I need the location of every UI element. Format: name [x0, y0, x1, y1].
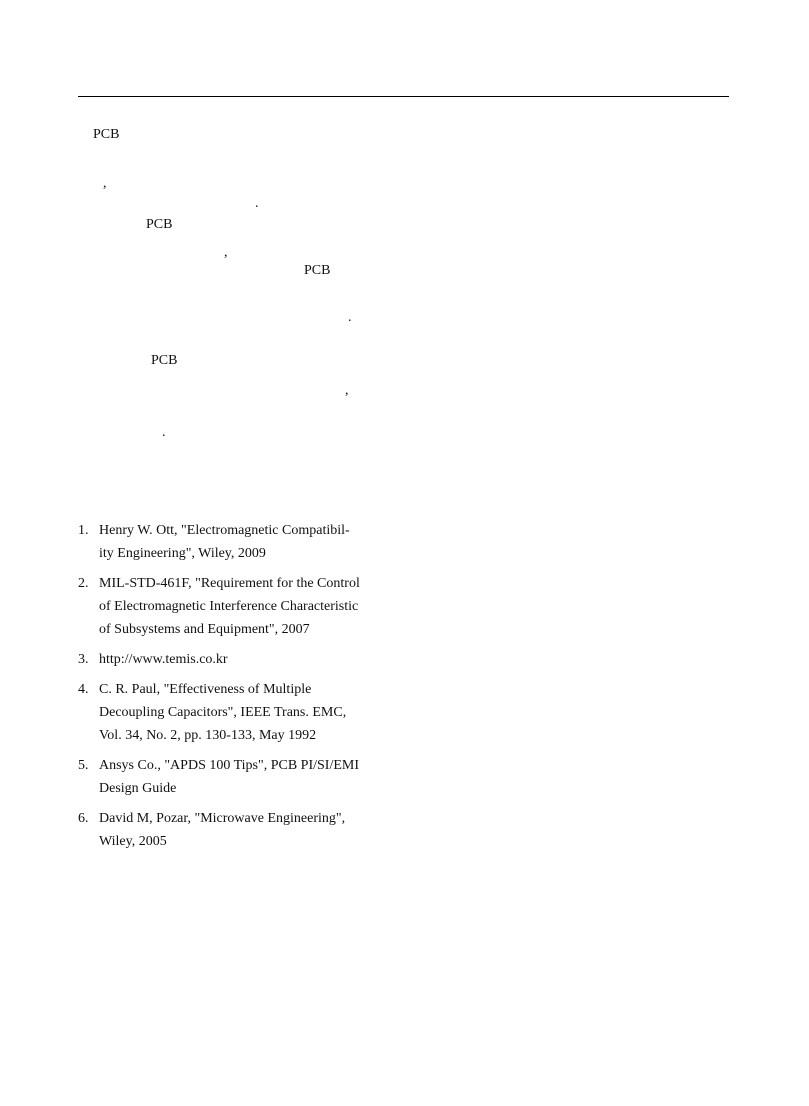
reference-text-line: Henry W. Ott, "Electromagnetic Compatibil- — [99, 523, 350, 538]
reference-item — [78, 519, 378, 565]
header-rule — [78, 96, 729, 97]
body-text-pcb: PCB — [151, 353, 178, 368]
reference-text-line: MIL-STD-461F, "Requirement for the Control — [99, 576, 360, 591]
reference-text-line: Ansys Co., "APDS 100 Tips", PCB PI/SI/EMI — [99, 758, 360, 773]
body-text-pcb: PCB — [146, 217, 173, 232]
reference-text-line: of Electromagnetic Interference Characteristic — [99, 599, 359, 614]
reference-number: 6. — [78, 811, 89, 826]
reference-link[interactable]: http://www.temis.co.kr — [99, 652, 228, 667]
reference-text-line: Wiley, 2005 — [99, 834, 167, 849]
reference-text-line: Decoupling Capacitors", IEEE Trans. EMC, — [99, 705, 347, 720]
reference-number: 2. — [78, 576, 89, 591]
reference-text-line: C. R. Paul, "Effectiveness of Multiple — [99, 682, 312, 697]
reference-text-line: Vol. 34, No. 2, pp. 130-133, May 1992 — [99, 728, 317, 743]
reference-number: 4. — [78, 682, 89, 697]
references-list — [78, 519, 378, 860]
reference-item — [78, 754, 378, 800]
reference-number: 3. — [78, 652, 89, 667]
reference-item — [78, 807, 378, 853]
reference-item — [78, 572, 378, 641]
body-text-period: . — [348, 310, 352, 325]
body-text-pcb: PCB — [93, 127, 120, 142]
reference-text-line: David M, Pozar, "Microwave Engineering", — [99, 811, 346, 826]
reference-text-line: Design Guide — [99, 781, 177, 796]
body-text-pcb: PCB — [304, 263, 331, 278]
reference-text-line: ity Engineering", Wiley, 2009 — [99, 546, 266, 561]
body-text-period: . — [255, 196, 259, 211]
reference-item — [78, 678, 378, 747]
body-text-period: . — [162, 425, 166, 440]
reference-text-line: of Subsystems and Equipment", 2007 — [99, 622, 310, 637]
body-text-comma: , — [103, 176, 107, 191]
body-text-comma: , — [345, 383, 349, 398]
reference-item — [78, 648, 378, 671]
reference-number: 1. — [78, 523, 89, 538]
reference-number: 5. — [78, 758, 89, 773]
body-text-comma: , — [224, 245, 228, 260]
